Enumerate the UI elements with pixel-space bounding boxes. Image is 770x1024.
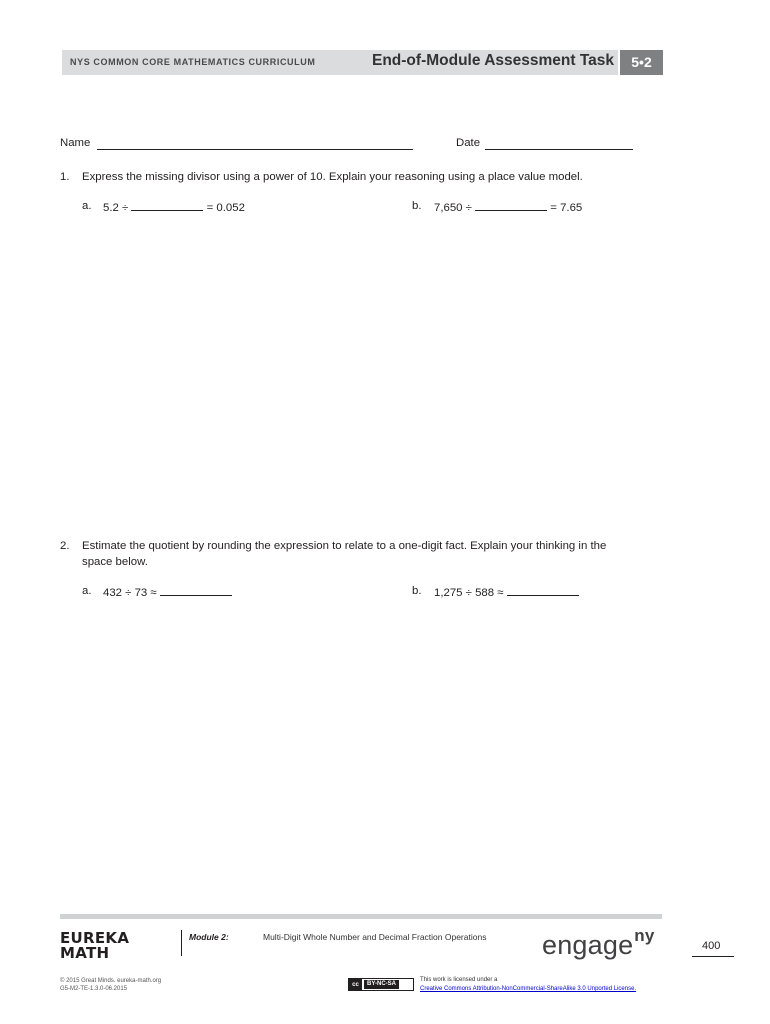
module-title: Multi-Digit Whole Number and Decimal Fraction Operations <box>263 932 487 942</box>
eureka-math-logo <box>60 931 129 961</box>
document-code: G5-M2-TE-1.3.0-06.2015 <box>60 986 128 992</box>
question-1a-before: 5.2 ÷ <box>103 202 129 214</box>
question-2-work-area[interactable] <box>60 606 662 901</box>
engage-text: engage <box>542 930 634 960</box>
question-1a-letter: a. <box>82 200 92 212</box>
question-1b-after: = 7.65 <box>550 202 583 214</box>
date-label: Date <box>456 137 481 149</box>
cc-badge-label: BY-NC-SA <box>364 980 399 989</box>
eureka-logo-line1: EUREKA <box>60 929 130 947</box>
creative-commons-badge[interactable] <box>348 978 414 991</box>
lesson-code-badge: 5•2 <box>620 50 663 75</box>
license-link[interactable]: Creative Commons Attribution-NonCommercial-ShareAlike 3.0 Unported License. <box>420 986 637 992</box>
question-1b-letter: b. <box>412 200 422 212</box>
task-title: End-of-Module Assessment Task <box>372 52 615 69</box>
name-field[interactable] <box>97 149 413 150</box>
question-2-number: 2. <box>60 540 70 552</box>
question-2a-letter: a. <box>82 585 92 597</box>
license-text: This work is licensed under a <box>420 977 498 983</box>
question-2-prompt-line2: space below. <box>82 556 148 568</box>
question-1a-after: = 0.052 <box>206 202 245 214</box>
page-number-rule <box>692 956 734 957</box>
question-2-prompt-line1: Estimate the quotient by rounding the expression to relate to a one-digit fact. Explain your thinking in the <box>82 540 607 552</box>
question-2b-answer-blank[interactable] <box>507 585 579 596</box>
question-1b-answer-blank[interactable] <box>475 200 547 211</box>
name-label: Name <box>60 137 91 149</box>
question-2a-before: 432 ÷ 73 ≈ <box>103 587 157 599</box>
question-1a-expression <box>103 200 245 214</box>
question-1-number: 1. <box>60 171 70 183</box>
question-2b-expression <box>434 585 579 599</box>
engage-sup: ny <box>634 926 655 945</box>
footer-divider <box>181 930 182 956</box>
question-1b-expression <box>434 200 582 214</box>
date-field[interactable] <box>485 149 633 150</box>
page-number: 400 <box>702 940 721 952</box>
copyright-text: © 2015 Great Minds. eureka-math.org <box>60 978 162 984</box>
engageny-logo <box>542 926 655 961</box>
question-1-prompt: Express the missing divisor using a power of 10. Explain your reasoning using a place value model. <box>82 171 583 183</box>
question-2b-letter: b. <box>412 585 422 597</box>
question-1b-before: 7,650 ÷ <box>434 202 472 214</box>
module-label: Module 2: <box>189 932 229 942</box>
copyright-block <box>60 977 161 993</box>
question-2a-expression <box>103 585 232 599</box>
question-2b-before: 1,275 ÷ 588 ≈ <box>434 587 504 599</box>
footer-bar <box>60 914 662 919</box>
question-1a-answer-blank[interactable] <box>131 200 203 211</box>
question-2a-answer-blank[interactable] <box>160 585 232 596</box>
question-1-work-area[interactable] <box>60 222 662 522</box>
curriculum-label: NYS COMMON CORE MATHEMATICS CURRICULUM <box>70 57 316 67</box>
eureka-logo-line2: MATH <box>60 944 110 962</box>
cc-icon: cc <box>349 979 362 990</box>
